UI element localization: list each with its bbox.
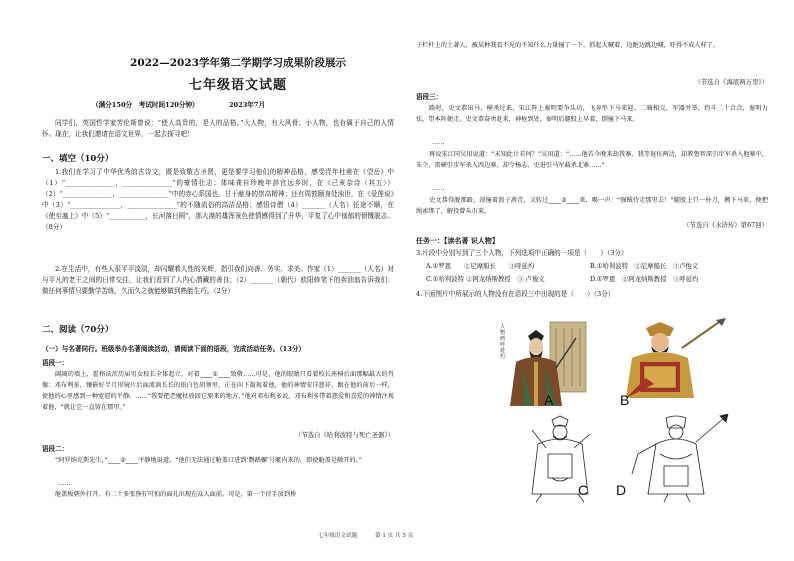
figure-c-portrait[interactable] (512, 414, 612, 503)
exam-meta (92, 99, 392, 109)
score-time: （满分150分 考试时间120分钟） (92, 101, 199, 109)
reading-activity-intro: （一）与名著同行。班级举办名著阅读活动，请阅读下面的语段，完成活动任务。（13分） (42, 345, 306, 353)
figure-b-portrait[interactable] (616, 318, 734, 410)
segment2-label: 语段二： (42, 445, 69, 453)
segment2-continued: 舱盖板朝外打开。有二十多张狰狞可怕的面孔出现在众人面前。可是，第一个待手放到桥 (55, 491, 297, 498)
segment3-ellipsis-1: …… (432, 139, 445, 146)
segment1-source: （节选自《哈利波特与死亡圣器》） (294, 431, 394, 439)
page-footer (318, 531, 429, 539)
figure-b-label: B (620, 392, 630, 408)
section1-heading: 一、填空（10分） (42, 154, 114, 164)
segment3-text-c: 史文恭得脱那路，却撞着浪子燕青，又转过____③____来，喝一声：“强贼待走那里去！”腿股上只一朴刀，搠下马来，便把绳索绑了，解投曾头市来。 (416, 197, 768, 215)
footer-exam-name: 七年级语文试题 (318, 533, 358, 539)
exam-date: 2023年7月 (228, 101, 266, 109)
figure-a-label: A (544, 392, 554, 408)
task-1-label: 任务一：【读名著 识人物】 (416, 236, 499, 245)
q3-option-d[interactable]: D.①罗恩 ②阿龙纳斯教授 ③呼延灼 (590, 275, 699, 283)
segment3-source: （节选自《水浒传》第67回） (683, 221, 768, 229)
segment1-label: 语段一： (42, 359, 69, 367)
segment3-label: 语段三： (416, 93, 443, 101)
segment3-ellipsis-2: …… (432, 185, 445, 192)
question-2: 2.在生活中，有些人很平平淡淡，却闪耀着人性的光辉，指引我们向善、务实、求美。作家（1）_______（人名）对与平凡的老王之间的日常交往，让我们看到了人内心潜藏的善良；（2）_______（朝代）欧阳修笔下的卖油翁告诉我们：做任何事情只要勤学苦练，久而久之就能够做到熟能生巧。（2分） (42, 265, 394, 295)
exam-term-title: 2022—2023学年第二学期学习成果阶段展示 (130, 57, 346, 69)
segment2-source: （节选自《海底两万里》） (694, 78, 768, 86)
question-4: 4.下面图片中所展示的人物没有在语段三中出现的是（ ）（3分） (416, 290, 615, 298)
q3-option-b[interactable]: B.①哈利波特 ②尼摩船长 ③卢俊义 (590, 262, 699, 270)
segment3-text-b: 再说宋江同吴用说道：“未知此计若何？”吴用道：“……他若今晚来劫我寨，我等退伍两边，却教鲁智深引步军杀入他寨中，朱仝、雷横引步军杀入西边寨，却令杨志、史进引马军截杀北寨……” (416, 151, 768, 169)
segment1-text: 阔阔的墙上，霍格沃茨历届男女校长全体起立，对着____①____致敬……可是，他的眼睛只看着校长座椅后面那幅最大的肖像：邓布利多，镶嵌好半月形镜片后面流淌长长的银白色胡须里，正在向下凝视着他，他的神情安详慈祥，跟在他的前后一样，使他的心里感到一种宽慰的平静。……“我要把老魔杖放回它原来的地方，”他对邓布利多说，邓布利多带着慈爱和喜爱的神情注视着他，“就让它一直留在那里。” (42, 371, 394, 411)
intro-paragraph: 同学们，英国哲学家芳伦斯曾说：“使人高贵的，是人的品格。”大人物，有大风骨；小人物，也有属于自己的人情怀。现在，让我们邀请在语文世界，一起去探寻吧！ (42, 119, 394, 138)
figure-a-vertical-caption: 人物画 呼延灼 (500, 324, 506, 360)
q3-option-a[interactable]: A.①罗恩 ②尼摩船长 ③呼延灼 (426, 262, 535, 270)
segment2-continued-2: 子栏杆上的土著人，被某种我看不见的不知什么力量撞了一下，抓起大喊着，边跑边跳边喊，吓得不成人样了。 (416, 42, 720, 49)
section2-heading: 二、阅读（70分） (42, 325, 114, 335)
figure-c-label: C (578, 482, 589, 498)
figure-a-portrait[interactable] (498, 318, 608, 410)
exam-subject-title: 七年级语文试题 (188, 78, 287, 93)
q3-option-c[interactable]: C.①哈利波特 ②阿龙纳斯教授 ③ 卢俊义 (426, 275, 545, 283)
segment2-text: “阿罗纳克斯先生，”____②____平静地说道。“他们无法通过舱盖口进到‘鹦鹉螺’号艇内来的。即使舱盖是敞开的。” (55, 457, 362, 464)
figure-d-label: D (616, 482, 627, 498)
question-1: 1.我们在学习了中华优秀的古诗文，既是致敬古圣贤，更是要学习他们的精神品格，感受青年杜甫在《望岳》中（1）“_______________，_______________”的豪情壮志；体味龚自珍晚年辞官远乡时，在《己亥杂诗（其五）》（2）“_______________，_______________”中的赤心系国也。甘于献身的崇高精神；还有周敦颐身处浊世，在《爱莲说》中（3）“_______________，_______________”的不随流俗的高洁品格；感悟诗僧（4）_______（人名）任途不顺，在《使至塞上》中（5）“___________，长河落日圆”，那大漠的雄浑景色使情感得到了升华，平复了心中郁郁的愤慨脱志。（8分） (42, 168, 394, 231)
segment3-text: 路时，史文恭出马，横杀过来，宋江阵上秦明要争头功，飞奔坐下马来迎。二骑相交，军器并举，约斗二十合合，秦明力怯，望本阵便走。史文恭奋勇赶来，神枪到处，秦明后腿股上早着，倒撞下马来。 (416, 105, 768, 123)
figure-d-portrait[interactable] (616, 414, 734, 503)
question-3: 3.片段中分别写到了三个人物，下列选项中正确的一项是（ ）（3分） (416, 249, 628, 257)
figure-grid (498, 318, 748, 503)
footer-page-number: 第 1 页 共 5 页 (374, 533, 414, 539)
segment2-ellipsis: …… (58, 480, 71, 487)
